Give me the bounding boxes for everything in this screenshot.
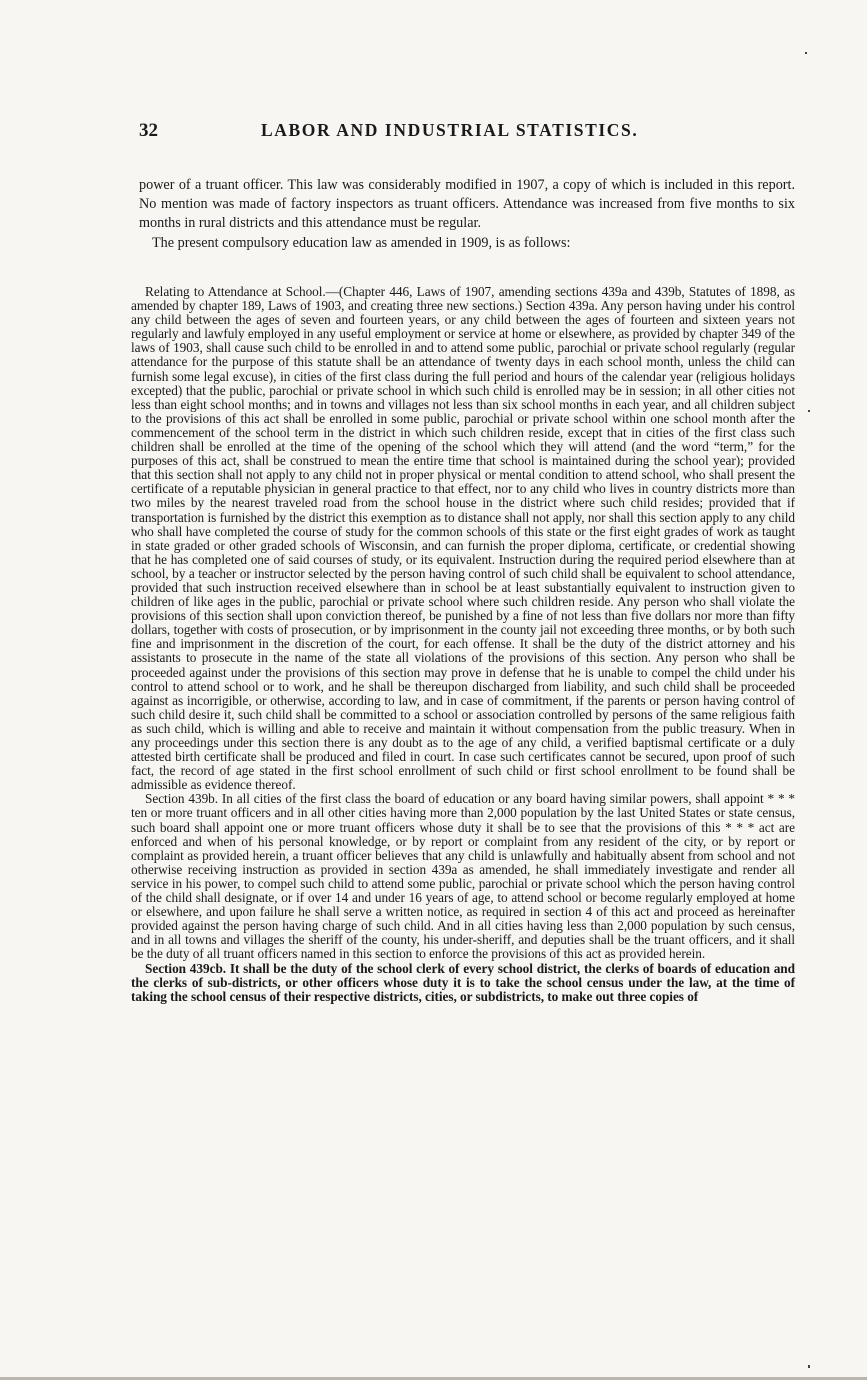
intro-paragraph-1: power of a truant officer. This law was considerably modified in 1907, a copy of which is included in this report. No mention was made of factory inspectors as truant officers. Attendance was increased from five months to six months in rural districts and this attendance must be regular. [139, 177, 795, 232]
intro-text [139, 176, 795, 253]
scan-speck [808, 1365, 810, 1368]
scan-speck [808, 410, 810, 412]
section-439b-paragraph: Section 439b. In all cities of the first class the board of education or any board having similar powers, shall appoint * * * ten or more truant officers and in all other cities having more than 2,000 population by the last United States or state census, such board shall appoint one or more truant officers whose duty it shall be to see that the provisions of this * * * act are enforced and when of his personal knowledge, or by report or complaint from any resident of the city, or by report or complaint as provided herein, a truant officer believes that any child is unlawfully and habitually absent from school and not otherwise receiving instruction as provided in section 439a as amended, he shall immediately investigate and render all service in his power, to compel such child to attend some public, parochial or private school which the person having control of the child shall designate, or if over 14 and under 16 years of age, to attend school or become regularly employed at home or elsewhere, and upon failure he shall serve a written notice, as required in section 4 of this act and proceed as hereinafter provided against the person having charge of such child. And in all cities having less than 2,000 population by such census, and in all towns and villages the sheriff of the county, his under-sheriff, and deputies shall be the truant officers, and it shall be the duty of all truant officers named in this section to enforce the provisions of this act as provided herein. [131, 791, 795, 962]
section-439a-paragraph: Relating to Attendance at School.—(Chapter 446, Laws of 1907, amending sections 439a and 439b, Statutes of 1898, as amended by chapter 189, Laws of 1903, and creating three new sections.) Section 439a. Any person having under his control any child between the ages of seven and fourteen years, or any child between the ages of fourteen and sixteen years not regularly and lawfuly employed in any useful employment or service at home or elsewhere, as provided by chapter 349 of the laws of 1903, shall cause such child to be enrolled in and to attend some public, parochial or private school regularly (regular attendance for the purpose of this statute shall be an attendance of twenty days in each school month, unless the child can furnish some legal excuse), in cities of the first class during the full period and hours of the calendar year (religious holidays excepted) that the public, parochial or private school in which such child is enrolled may be in session; in all other cities not less than eight school months; and in towns and villages not less than six school months in each year, and all children subject to the provisions of this act shall be enrolled in some public, parochial or private school within one school month after the commencement of the school term in the district in which such children reside, except that in cities of the first class such children shall be enrolled at the time of the opening of the school which they will attend (and the word “term,” for the purposes of this act, shall be construed to mean the entire time that school is maintained during the school year); provided that this section shall not apply to any child not in proper physical or mental condition to attend school, who shall present the certificate of a reputable physician in general practice to that effect, nor to any child who lives in country districts more than two miles by the nearest traveled road from the school house in the district where such child resides; provided that if transportation is furnished by the district this exemption as to distance shall not apply, nor shall this section apply to any child who shall have completed the course of study for the common schools of this state or the first eight grades of work as taught in state graded or other graded schools of Wisconsin, and can furnish the proper diploma, certificate, or credential showing that he has completed one of said courses of study, or its equivalent. Instruction during the required period elsewhere than at school, by a teacher or instructor selected by the person having control of such child shall be equivalent to school attendance, provided that such instruction received elsewhere than in school be at least substantially equivalent to instruction given to children of like ages in the public, parochial or private school where such children reside. Any person who shall violate the provisions of this section shall upon conviction thereof, be punished by a fine of not less than five dollars nor more than fifty dollars, together with costs of prosecution, or by imprisonment in the county jail not exceeding three months, or by both such fine and imprisonment in the discretion of the court, for each offense. It shall be the duty of the district attorney and his assistants to prosecute in the name of the state all violations of the provisions of this section. Any person who shall be proceeded against under the provisions of this section may prove in defense that he is unable to compel the child under his control to attend school or to work, and he shall be thereupon discharged from liability, and such child shall be proceeded against as incorrigible, or otherwise, according to law, and in case of commitment, if the parents or person having control of such child desire it, such child shall be committed to a school or association controlled by persons of the same religious faith as such child, which is willing and able to receive and maintain it without compensation from the public treasury. When in any proceedings under this section there is any doubt as to the age of any child, a verified baptismal certificate or a duly attested birth certificate shall be produced and filed in court. In case such certificates cannot be secured, upon proof of such fact, the record of age stated in the first school enrollment of such child or first school enrollment to be found shall be admissible as evidence thereof. [131, 284, 795, 793]
page-number: 32 [139, 120, 158, 141]
section-439cb-paragraph: Section 439cb. It shall be the duty of the school clerk of every school district, the clerks of boards of education and the clerks of sub-districts, or other officers whose duty it is to take the school census under the law, at the time of taking the school census of their respective districts, cities, or subdistricts, to make out three copies of [131, 960, 795, 1004]
running-title: LABOR AND INDUSTRIAL STATISTICS. [261, 120, 639, 140]
scan-speck [805, 52, 807, 54]
statute-text [131, 285, 795, 1004]
page-header [139, 120, 699, 144]
intro-paragraph-2: The present compulsory education law as amended in 1909, is as follows: [152, 234, 571, 251]
